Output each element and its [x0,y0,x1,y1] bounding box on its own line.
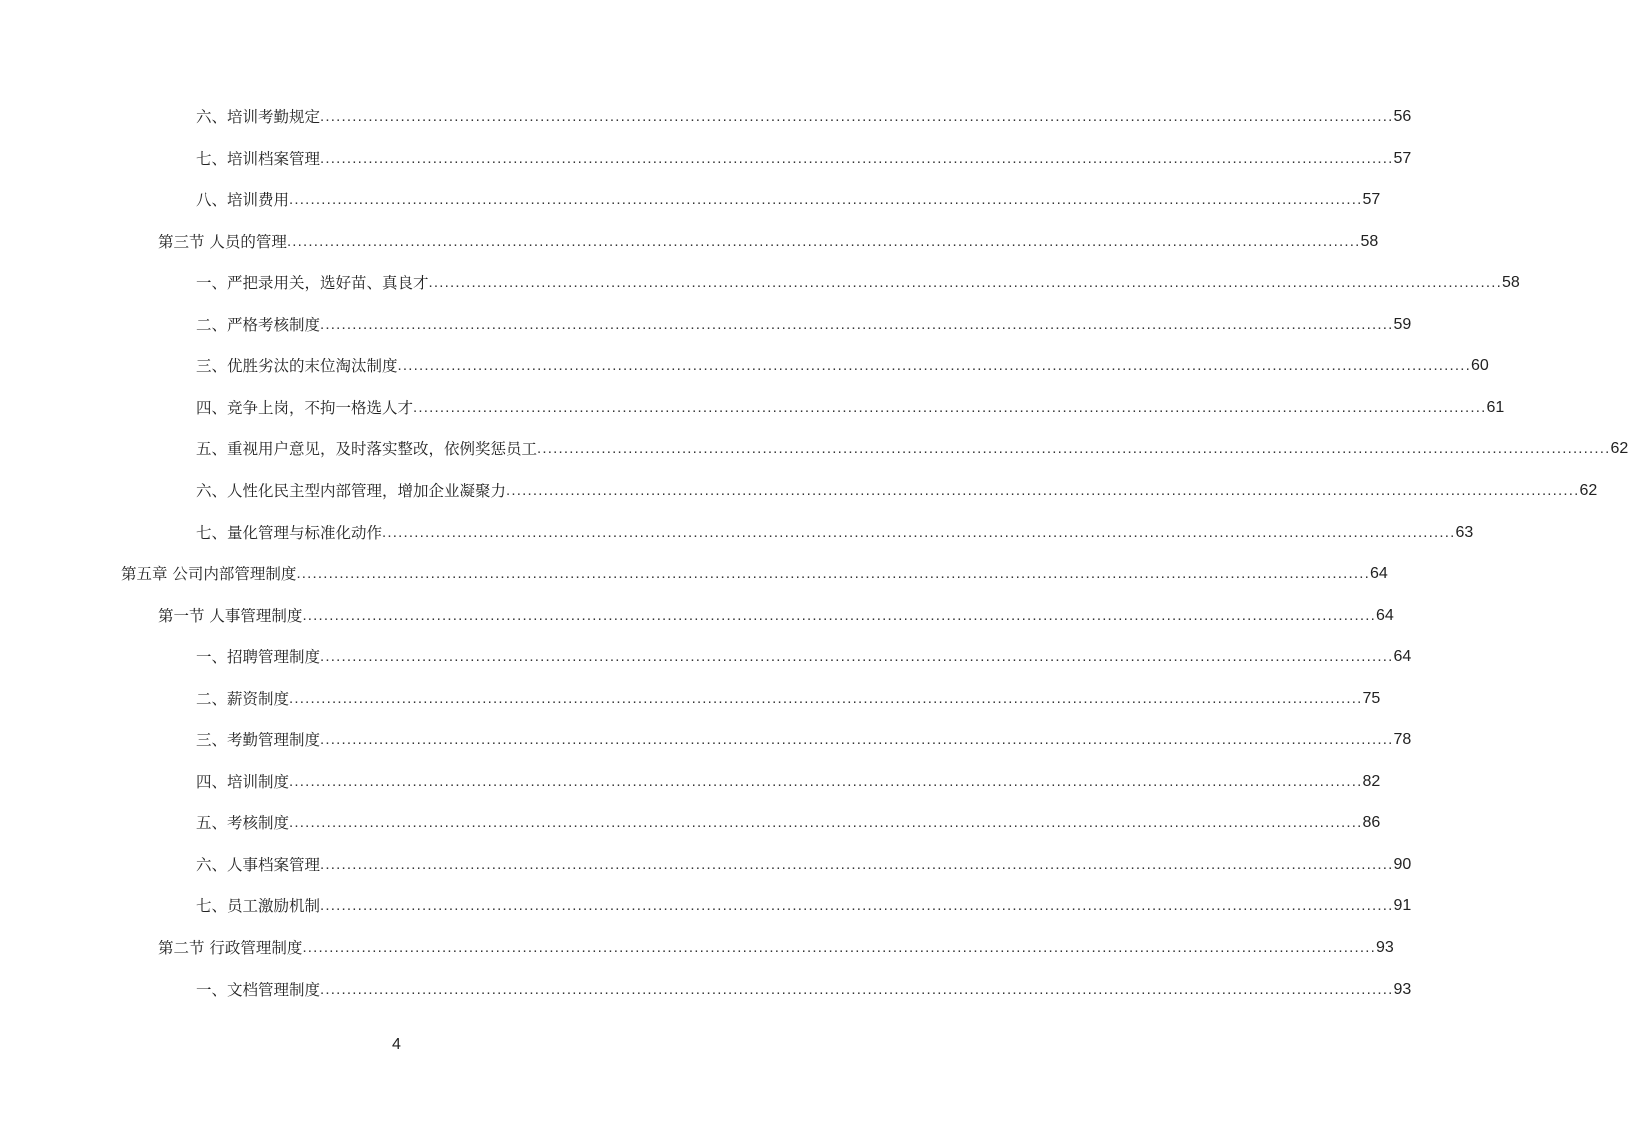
toc-entry-page: 64 [1375,606,1394,624]
toc-entry[interactable] [196,272,1520,294]
dot-leader: ........................................................................................................................................................................................................ [320,108,1394,125]
toc-entry-page: 62 [1610,440,1628,458]
dot-leader: ........................................................................................................................................................................................................ [413,398,1487,416]
toc-entry[interactable] [158,937,1394,959]
toc-entry-title: 第一节 人事管理制度 [158,606,303,625]
toc-entry-page: 60 [1471,357,1489,375]
toc-entry-title: 七、培训档案管理 [196,149,321,168]
toc-entry[interactable] [196,854,1412,876]
dot-leader: ........................................................................................................................................................................................................ [537,440,1611,458]
toc-entry-title: 第三节 人员的管理 [158,232,287,251]
dot-leader: ........................................................................................................................................................................................................ [320,897,1394,915]
toc-entry-page: 58 [1360,232,1379,250]
toc-entry-page: 93 [1375,939,1394,956]
toc-entry-page: 58 [1502,274,1520,292]
dot-leader: ........................................................................................................................................................................................................ [320,315,1394,333]
dot-leader: ........................................................................................................................................................................................................ [428,274,1503,292]
toc-entry-title: 六、培训考勤规定 [196,108,321,126]
toc-entry[interactable] [158,605,1394,627]
toc-entry-title: 六、人性化民主型内部管理，增加企业凝聚力 [196,481,507,500]
dot-leader: ........................................................................................................................................................................................................ [320,980,1394,998]
toc-entry-page: 61 [1486,398,1505,416]
toc-entry[interactable] [196,688,1381,710]
dot-leader: ........................................................................................................................................................................................................ [286,232,1361,250]
dot-leader: ........................................................................................................................................................................................................ [320,855,1394,873]
toc-entry[interactable] [196,314,1412,336]
toc-entry-title: 四、培训制度 [196,772,290,791]
toc-entry-page: 62 [1579,481,1598,499]
toc-entry[interactable] [196,480,1598,502]
toc-entry-page: 57 [1362,191,1381,209]
toc-entry[interactable] [196,148,1412,170]
toc-entry[interactable] [196,771,1381,793]
toc-entry[interactable] [158,231,1379,253]
toc-entry-title: 八、培训费用 [196,191,290,210]
toc-entry-page: 82 [1362,772,1381,790]
toc-entry[interactable] [196,812,1381,834]
toc-entry-title: 第五章 公司内部管理制度 [121,565,297,584]
dot-leader: ........................................................................................................................................................................................................ [296,565,1370,583]
toc-entry[interactable] [196,355,1489,377]
toc-entry[interactable] [196,729,1412,751]
toc-entry-page: 90 [1393,855,1412,873]
dot-leader: ........................................................................................................................................................................................................ [320,731,1394,749]
toc-entry-page: 78 [1393,731,1412,749]
toc-entry-page: 86 [1362,814,1381,832]
toc-entry[interactable] [196,895,1412,917]
toc-entry[interactable] [196,106,1412,128]
toc-entry[interactable] [196,397,1505,419]
toc-entry-title: 七、员工激励机制 [196,897,321,916]
toc-entry[interactable] [196,646,1412,668]
toc-entry-title: 三、考勤管理制度 [196,731,321,750]
toc-entry-page: 75 [1362,689,1381,707]
toc-entry-title: 一、招聘管理制度 [196,648,321,667]
dot-leader: ........................................................................................................................................................................................................ [506,481,1580,499]
toc-entry[interactable] [196,979,1412,1001]
dot-leader: ........................................................................................................................................................................................................ [320,648,1394,666]
toc-entry-page: 91 [1393,897,1412,915]
dot-leader: ........................................................................................................................................................................................................ [289,689,1363,707]
toc-entry-title: 四、竞争上岗，不拘一格选人才 [196,398,414,417]
toc-entry-title: 二、严格考核制度 [196,315,321,334]
toc-entry-page: 63 [1455,523,1474,541]
dot-leader: ........................................................................................................................................................................................................ [302,939,1376,956]
dot-leader: ........................................................................................................................................................................................................ [302,606,1376,624]
page-number: 4 [392,1036,401,1053]
toc-entry-title: 五、考核制度 [196,814,290,833]
toc-entry-title: 三、优胜劣汰的末位淘汰制度 [196,357,398,376]
dot-leader: ........................................................................................................................................................................................................ [289,191,1363,209]
toc-entry-page: 64 [1369,565,1388,583]
toc-entry-title: 第二节 行政管理制度 [158,939,303,957]
dot-leader: ........................................................................................................................................................................................................ [382,523,1456,541]
toc-entry[interactable] [196,522,1474,544]
toc-entry-page: 56 [1393,108,1412,125]
toc-entry-title: 六、人事档案管理 [196,855,321,874]
dot-leader: ........................................................................................................................................................................................................ [320,149,1394,167]
dot-leader: ........................................................................................................................................................................................................ [289,772,1363,790]
toc-entry-title: 七、量化管理与标准化动作 [196,523,383,542]
toc-entry[interactable] [196,189,1381,211]
toc-entry[interactable] [196,438,1628,460]
toc-entry-page: 57 [1393,149,1412,167]
toc-entry-page: 64 [1393,648,1412,666]
toc-entry-title: 一、严把录用关，选好苗、真良才 [196,274,429,293]
toc-entry[interactable] [121,563,1388,585]
toc-entry-page: 59 [1393,315,1412,333]
dot-leader: ........................................................................................................................................................................................................ [397,357,1472,375]
toc-entry-title: 五、重视用户意见，及时落实整改，依例奖惩员工 [196,440,538,459]
toc-entry-title: 一、文档管理制度 [196,980,321,999]
toc-entry-page: 93 [1393,980,1412,998]
toc-entry-title: 二、薪资制度 [196,689,290,708]
dot-leader: ........................................................................................................................................................................................................ [289,814,1363,832]
